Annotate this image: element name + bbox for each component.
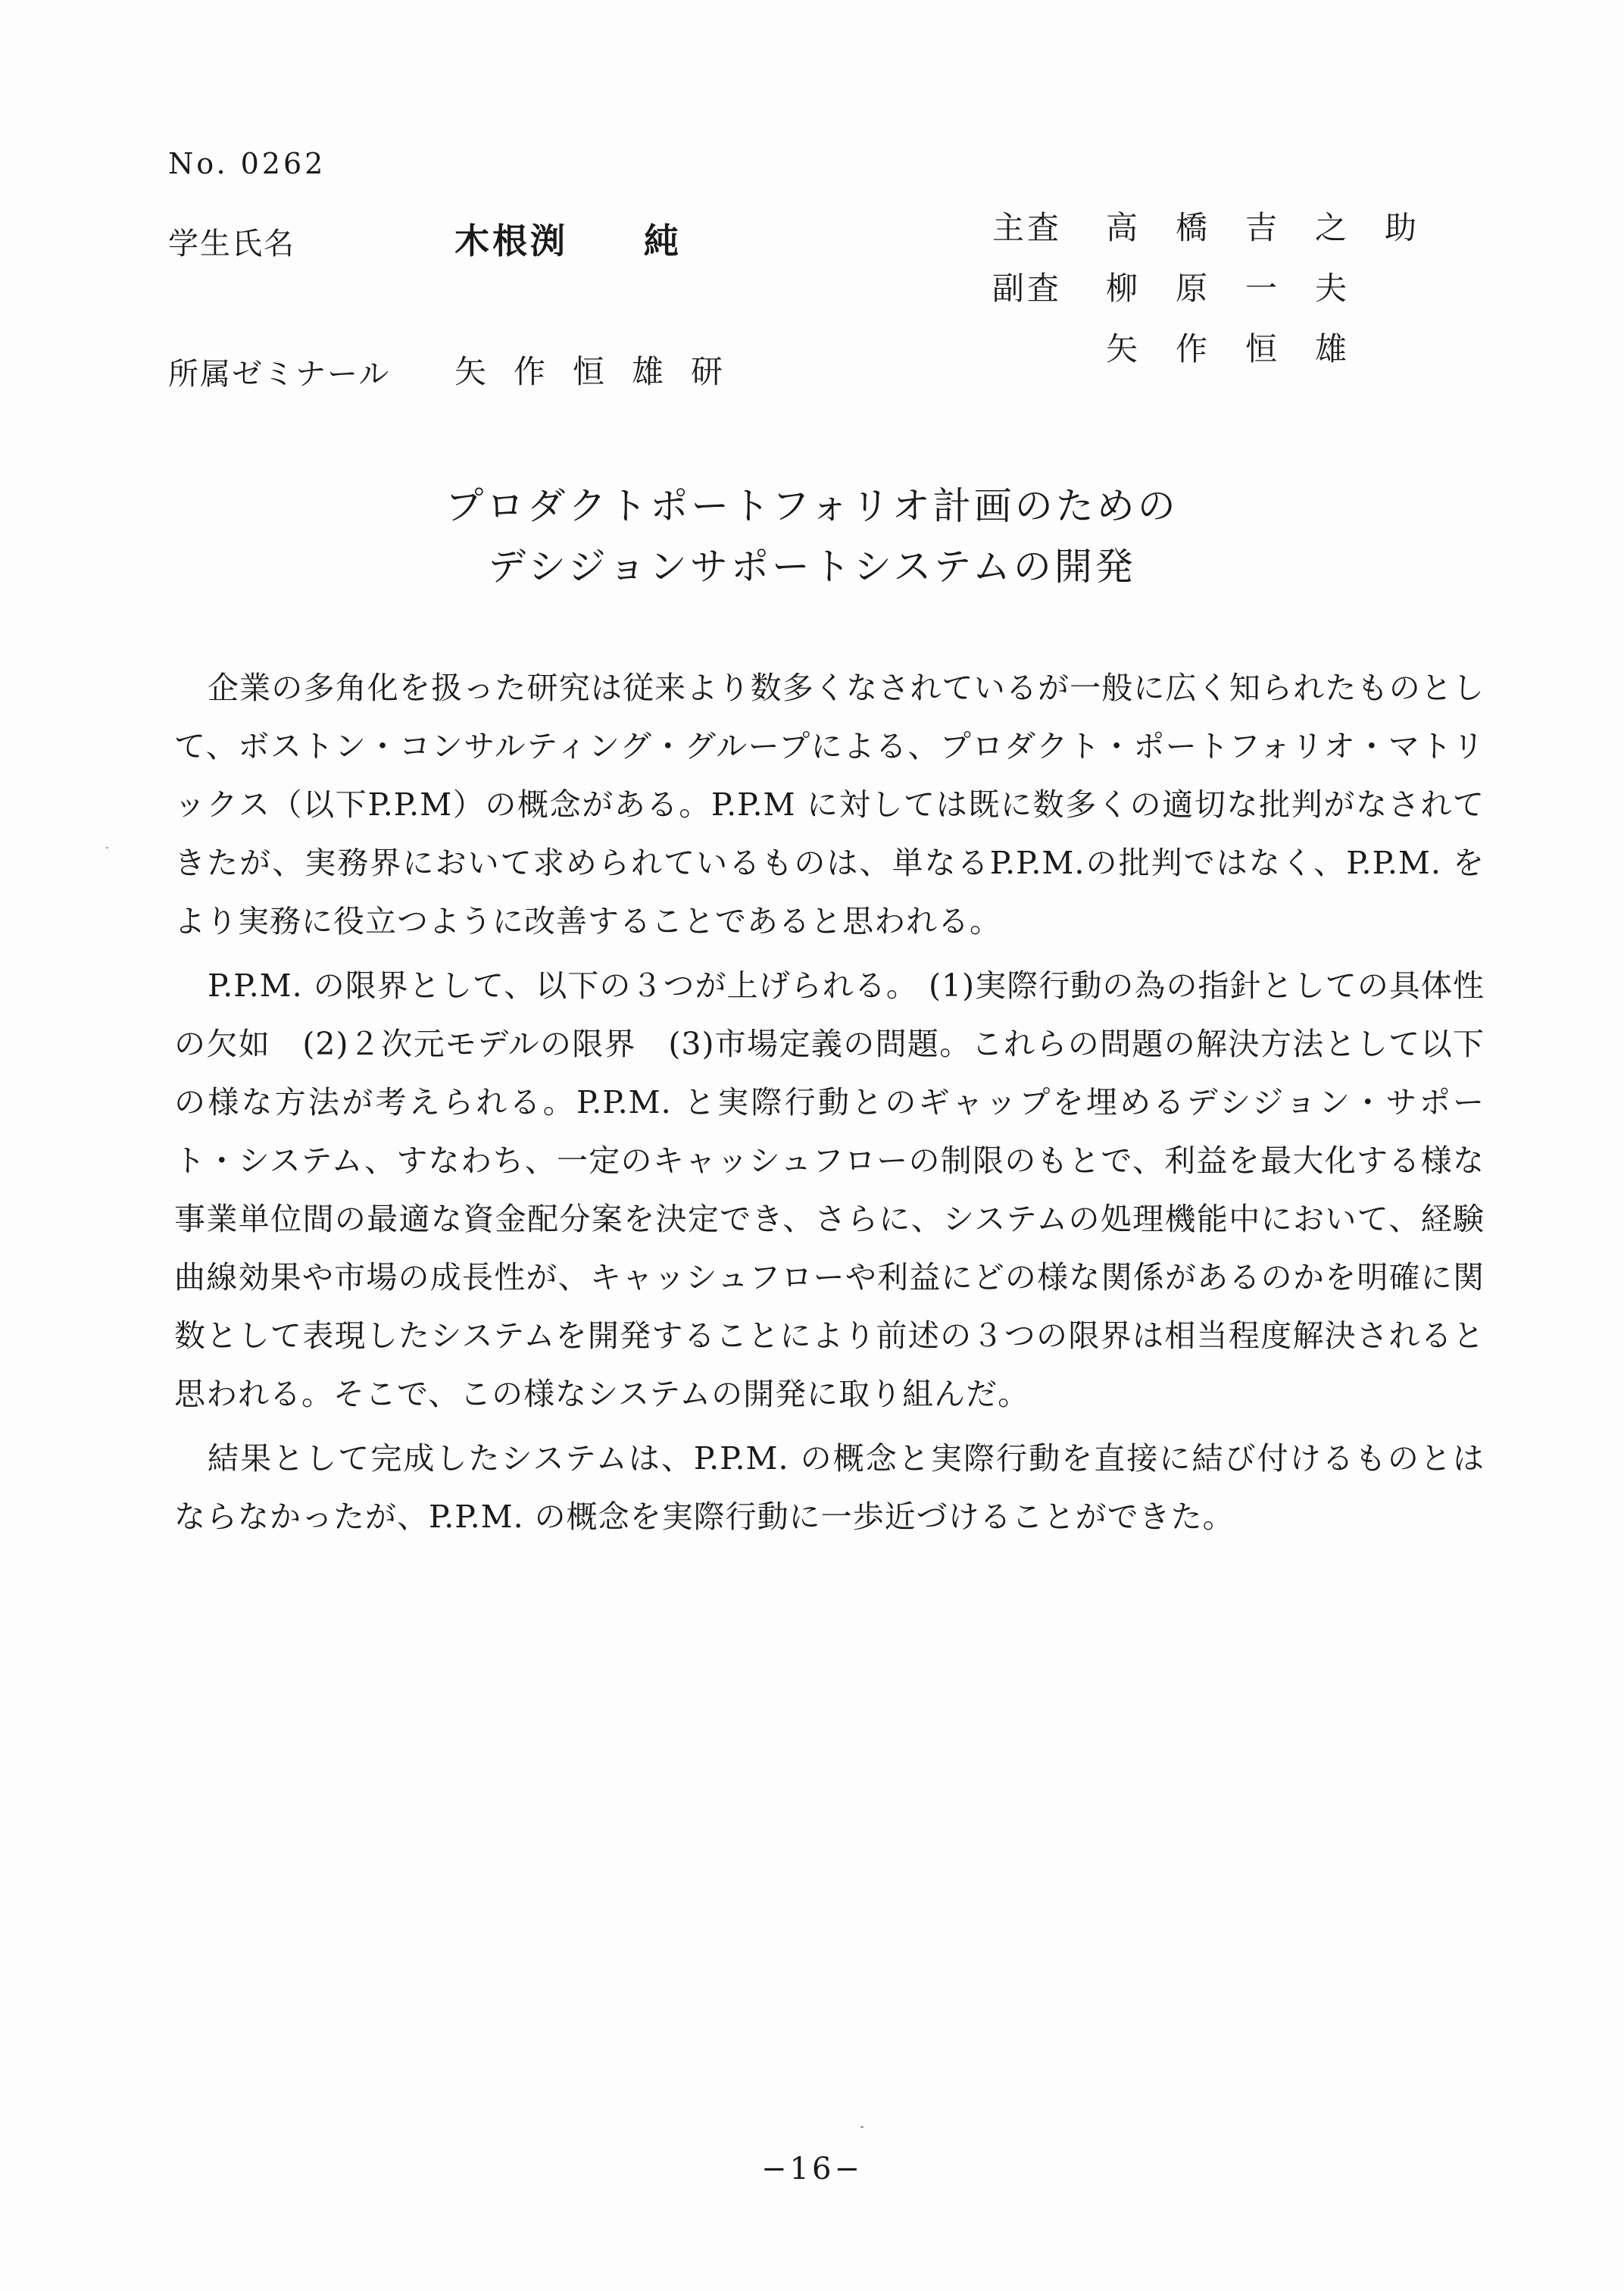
examiner-row	[992, 203, 1455, 264]
student-name: 木根渕 純	[454, 220, 682, 261]
document-number: No. 0262	[168, 147, 326, 180]
abstract-paragraph-3: 結果として完成したシステムは、P.P.M. の概念と実際行動を直接に結び付けるものとはならなかったが、P.P.M. の概念を実際行動に一歩近づけることができた。	[174, 1440, 1485, 1535]
sub-examiner-name-2: 矢作恒雄	[1106, 330, 1385, 367]
abstract-paragraph-1: 企業の多角化を扱った研究は従来より数多くなされているが一般に広く知られたものとして、ボストン・コンサルティング・グループによる、プロダクト・ポートフォリオ・マトリックス（以下P.P.M）の概念がある。P.P.M に対しては既に数多くの適切な批判がなされてきたが、実務界において求められているものは、単なるP.P.M.の批判ではなく、P.P.M. をより実務に役立つように改善することであると思われる。	[174, 670, 1485, 939]
student-name-label: 学生氏名	[168, 227, 295, 261]
thesis-title	[0, 476, 1624, 597]
abstract-body	[174, 659, 1485, 1552]
scan-speck	[106, 847, 108, 849]
seminar-name: 矢作恒雄研	[454, 353, 751, 390]
page-number: −16−	[761, 2152, 863, 2186]
chief-examiner-name: 高橋吉之助	[1106, 209, 1455, 246]
abstract-paragraph-2: P.P.M. の限界として、以下の３つが上げられる。 (1)実際行動の為の指針としての具体性の欠如 (2)２次元モデルの限界 (3)市場定義の問題。これらの問題の解決方法として以下の様な方法が考えられる。P.P.M. と実際行動とのギャップを埋めるデシジョン・サポート・システム、すなわち、一定のキャッシュフローの制限のもとで、利益を最大化する様な事業単位間の最適な資金配分案を決定でき、さらに、システムの処理機能中において、経験曲線効果や市場の成長性が、キャッシュフローや利益にどの様な関係があるのかを明確に関数として表現したシステムを開発することにより前述の３つの限界は相当程度解決されると思われる。そこで、この様なシステムの開発に取り組んだ。	[174, 967, 1485, 1412]
examiner-list	[992, 203, 1455, 385]
chief-examiner-label: 主査	[992, 209, 1063, 246]
scan-speck	[860, 2126, 864, 2128]
sub-examiner-label: 副査	[992, 270, 1063, 307]
examiner-row	[992, 324, 1386, 385]
thesis-title-line-2: デシジョンサポートシステムの開発	[488, 545, 1136, 589]
sub-examiner-name: 柳原一夫	[1106, 270, 1385, 307]
seminar-label: 所属ゼミナール	[168, 357, 391, 392]
examiner-row	[992, 264, 1386, 324]
thesis-title-line-1: プロダクトポートフォリオ計画のための	[445, 484, 1179, 528]
